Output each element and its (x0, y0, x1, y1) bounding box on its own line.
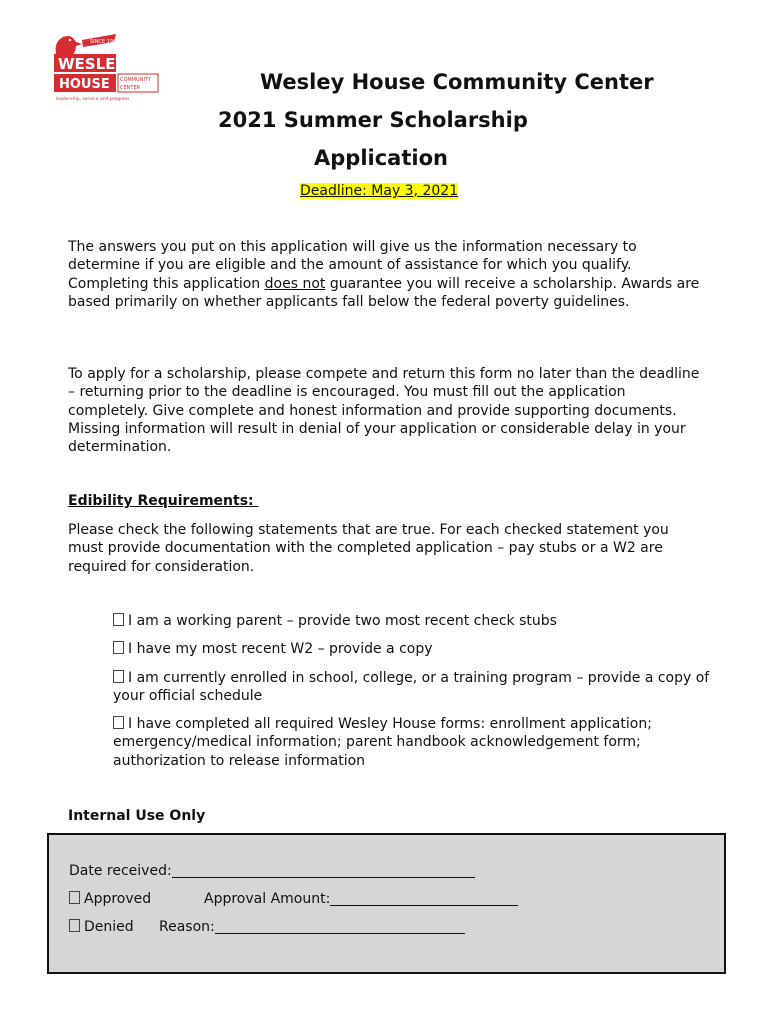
date-received-field[interactable] (172, 863, 475, 878)
checkbox-enrolled[interactable] (113, 670, 124, 683)
reason-label: Reason: (159, 919, 215, 935)
logo-word-wesley: WESLEY (58, 55, 127, 73)
approved-checkbox[interactable] (69, 891, 80, 904)
denied-checkbox[interactable] (69, 919, 80, 932)
approval-amount-field[interactable] (330, 891, 518, 906)
intro-p1-start: The answers you put on this application will give us the information necessary to determine if you are eligible and the amount of assistance for which you qualify. Completing this application (68, 239, 637, 292)
page-title-line-3: Application (314, 146, 448, 170)
requirement-item (113, 669, 713, 706)
approval-amount-label: Approval Amount: (204, 891, 331, 907)
requirement-label: I am currently enrolled in school, college, or a training program – provide a copy of your official schedule (113, 670, 710, 705)
requirement-label: I am a working parent – provide two most recent check stubs (128, 613, 557, 629)
page-title-line-1: Wesley House Community Center (260, 70, 654, 94)
logo-side-2: CENTER (120, 85, 141, 91)
deadline-text: Deadline: May 3, 2021 (300, 183, 459, 199)
logo-tag: SINCE 1907 (90, 39, 120, 45)
requirement-label: I have my most recent W2 – provide a copy (128, 641, 433, 657)
intro-paragraph-2: To apply for a scholarship, please compete and return this form no later than the deadline – returning prior to the deadline is encouraged. You must fill out the application completely. Give complete and honest information and provide supporting documents. Missing information will result in denial of your application or considerable delay in your determination. (68, 366, 700, 456)
requirement-label: I have completed all required Wesley House forms: enrollment application; emergency/medical information; parent handbook acknowledgement form; authorization to release information (113, 716, 652, 769)
logo-tagline: leadership, service and progress (56, 97, 130, 102)
checkbox-forms-completed[interactable] (113, 716, 124, 729)
reason-field[interactable] (215, 919, 465, 934)
approved-row (69, 891, 151, 907)
approval-amount-row (204, 891, 518, 907)
page-title-line-2: 2021 Summer Scholarship (218, 108, 528, 132)
approved-label: Approved (84, 891, 152, 907)
intro-paragraph-1 (68, 238, 708, 311)
requirements-heading: Edibility Requirements: (68, 493, 259, 509)
date-received-row (69, 863, 475, 879)
intro-p1-end: guarantee you will receive a scholarship. Awards are based primarily on whether applicants fall below the federal poverty guidelines. (68, 275, 700, 310)
intro-p1-emphasis: does not (264, 275, 326, 292)
logo-graphic (50, 30, 160, 102)
requirement-item (113, 715, 713, 770)
date-received-label: Date received: (69, 863, 172, 879)
checkbox-working-parent[interactable] (113, 613, 124, 626)
wesley-house-logo (50, 30, 160, 102)
requirement-item (113, 640, 713, 658)
checkbox-w2[interactable] (113, 641, 124, 654)
internal-use-box (47, 833, 726, 974)
requirement-item (113, 612, 713, 630)
logo-side-1: COMMUNITY (120, 77, 152, 83)
reason-row (159, 919, 465, 935)
logo-word-house: HOUSE (59, 77, 110, 92)
denied-label: Denied (84, 919, 134, 935)
requirements-instructions: Please check the following statements that are true. For each checked statement you must provide documentation with the completed application – pay stubs or a W2 are required for consideration. (68, 522, 669, 575)
denied-row (69, 919, 134, 935)
internal-use-heading: Internal Use Only (68, 808, 206, 824)
